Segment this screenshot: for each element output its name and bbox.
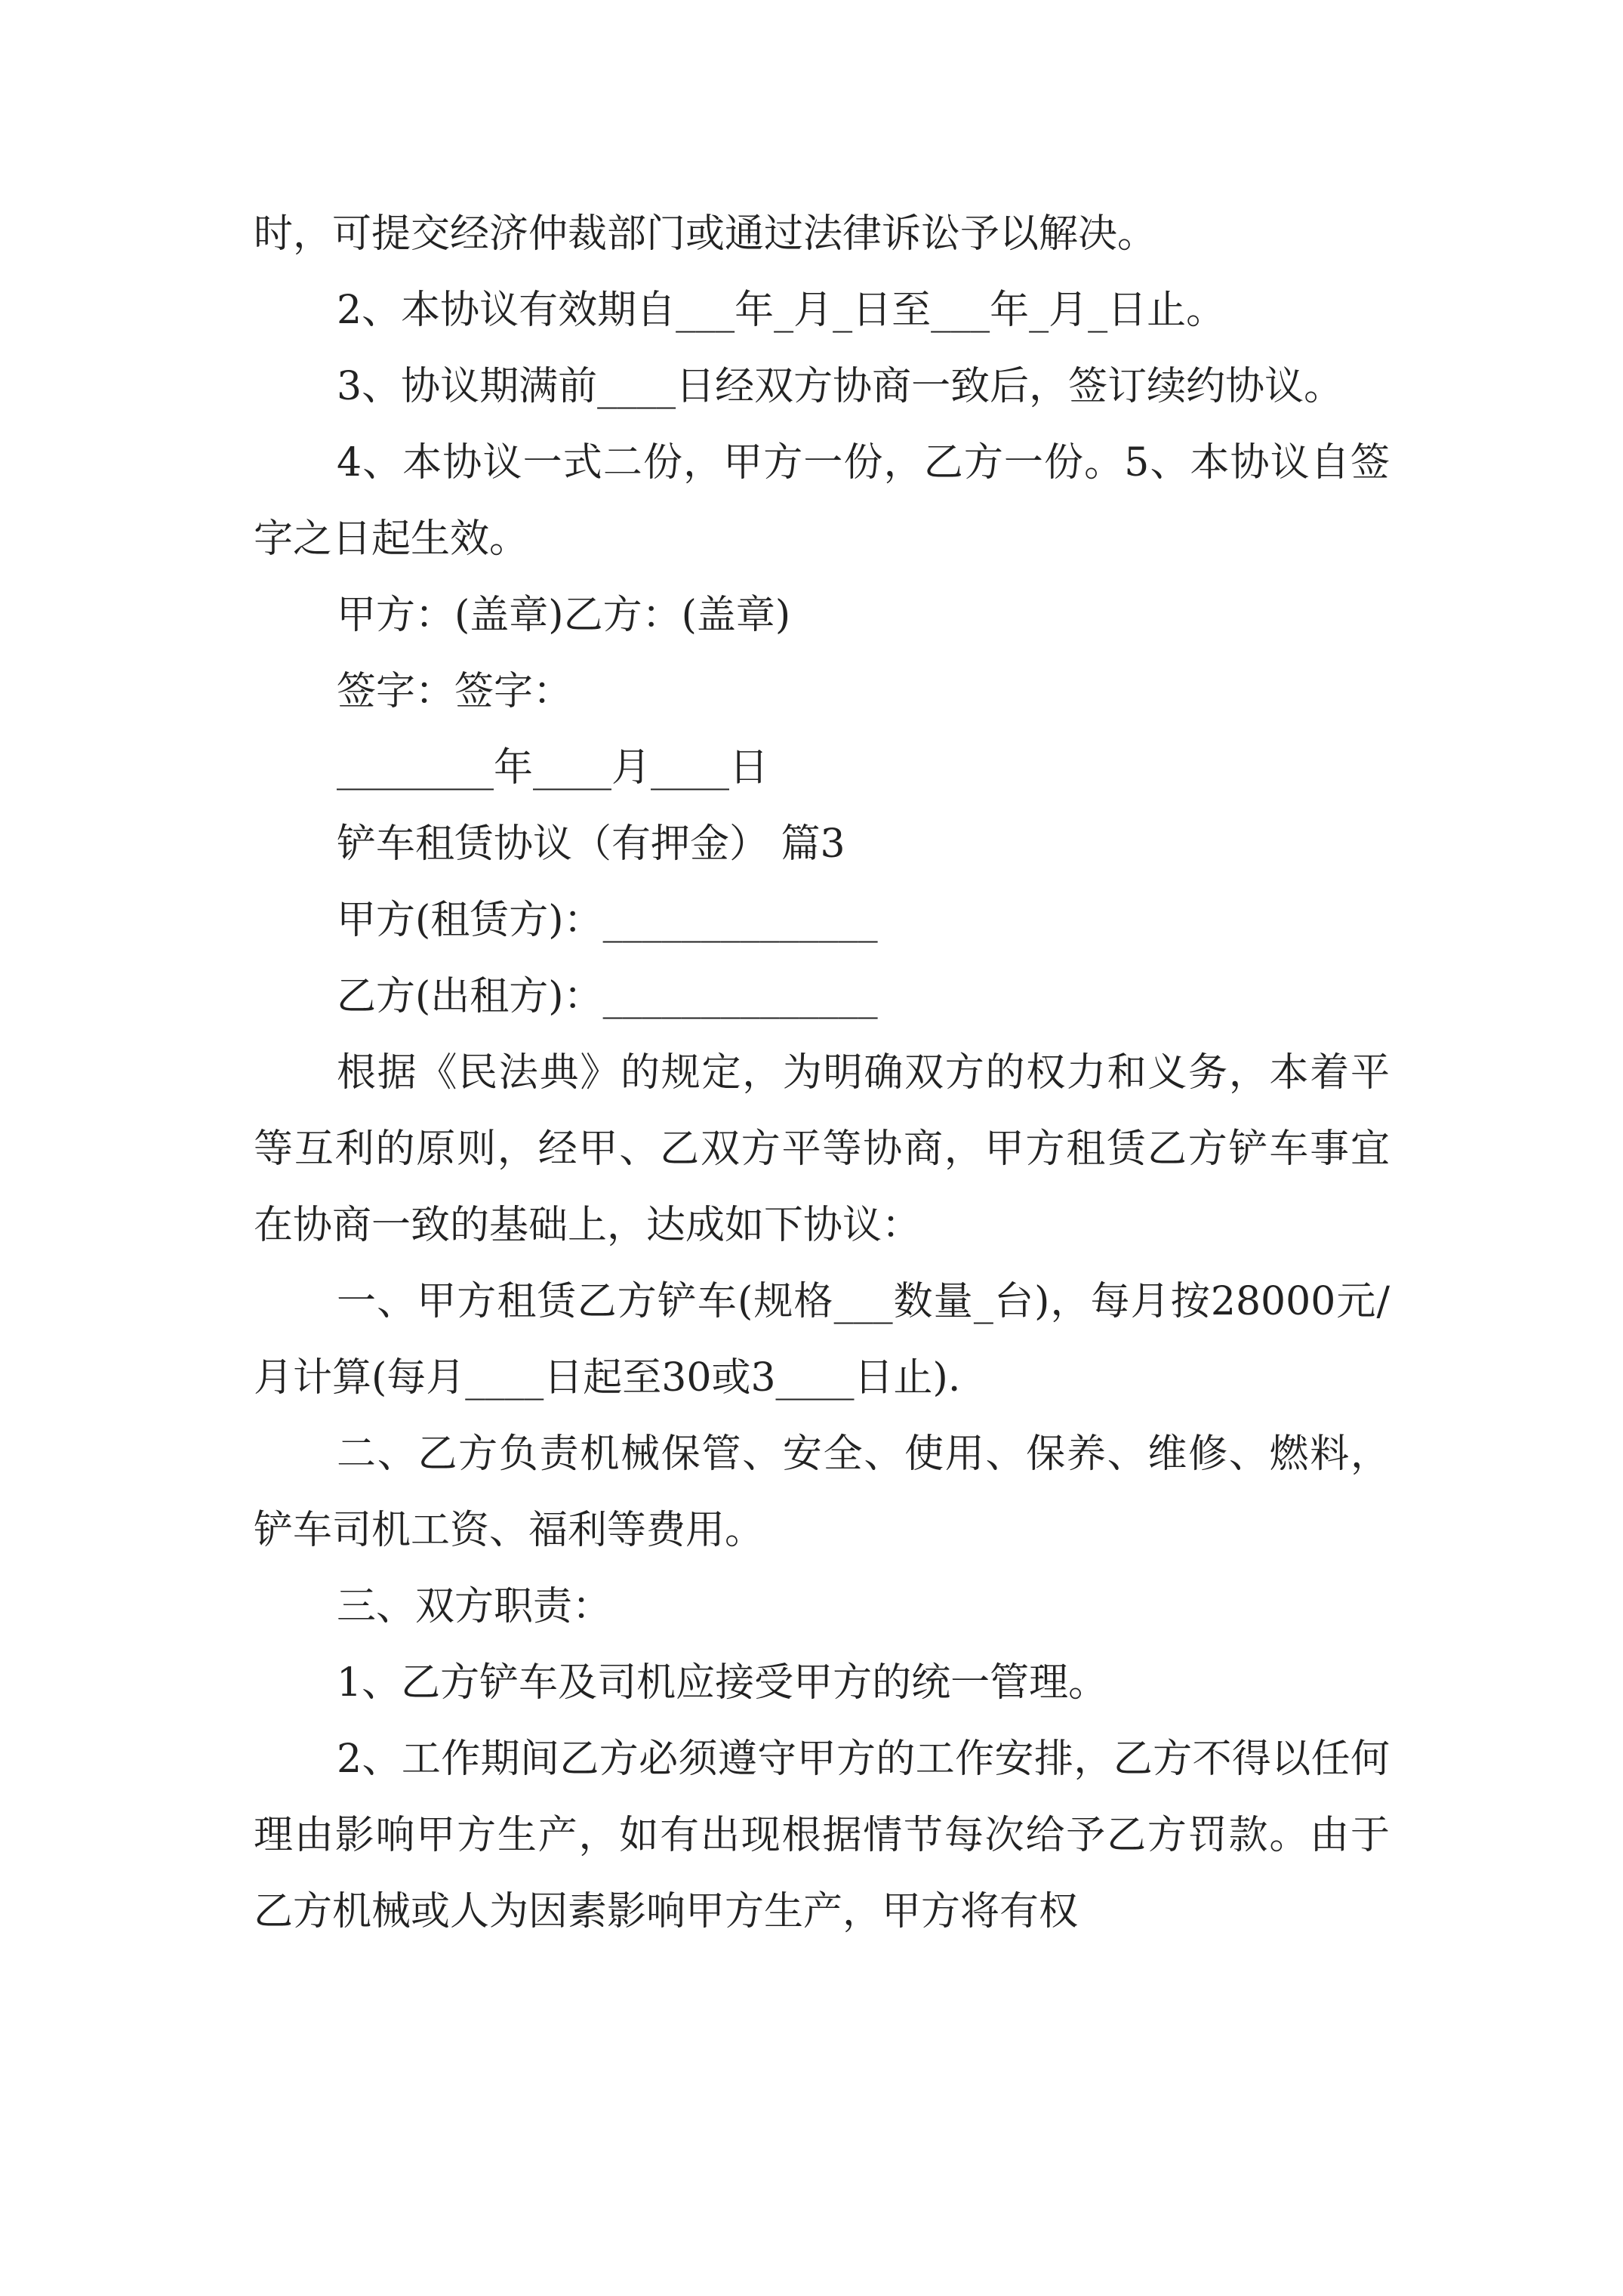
paragraph-renewal: 3、协议期满前____日经双方协商一致后，签订续约协议。 <box>337 364 1344 409</box>
document-body <box>254 196 1390 1950</box>
paragraph-dispute-resolution-end: 时，可提交经济仲裁部门或通过法律诉讼予以解决。 <box>254 211 1157 257</box>
duty-item-2: 2、工作期间乙方必须遵守甲方的工作安排，乙方不得以任何理由影响甲方生产，如有出现根据情节每次给予乙方罚款。由于乙方机械或人为因素影响甲方生产，甲方将有权 <box>254 1737 1390 1934</box>
party-b-line: 乙方(出租方)：______________ <box>337 974 878 1019</box>
paragraph-validity-period: 2、本协议有效期自___年_月_日至___年_月_日止。 <box>337 288 1226 333</box>
clause-three-heading: 三、双方职责： <box>337 1584 612 1629</box>
duty-item-1: 1、乙方铲车及司机应接受甲方的统一管理。 <box>337 1660 1108 1706</box>
signature-seal-line: 甲方：(盖章)乙方：(盖章) <box>337 593 791 638</box>
paragraph-preamble: 根据《民法典》的规定，为明确双方的权力和义务，本着平等互利的原则，经甲、乙双方平等协商，甲方租赁乙方铲车事宜在协商一致的基础上，达成如下协议： <box>254 1050 1390 1248</box>
clause-one: 一、甲方租赁乙方铲车(规格___数量_台)，每月按28000元/月计算(每月____日起至30或3____日止). <box>254 1279 1390 1401</box>
clause-two: 二、乙方负责机械保管、安全、使用、保养、维修、燃料，铲车司机工资、福利等费用。 <box>254 1432 1390 1553</box>
signature-sign-line: 签字：签字： <box>337 669 573 714</box>
signature-date-line: ________年____月____日 <box>337 745 769 791</box>
paragraph-copies-effective: 4、本协议一式二份，甲方一份，乙方一份。5、本协议自签字之日起生效。 <box>254 440 1390 562</box>
party-a-line: 甲方(租赁方)：______________ <box>337 898 878 943</box>
section-heading: 铲车租赁协议（有押金） 篇3 <box>337 821 845 867</box>
